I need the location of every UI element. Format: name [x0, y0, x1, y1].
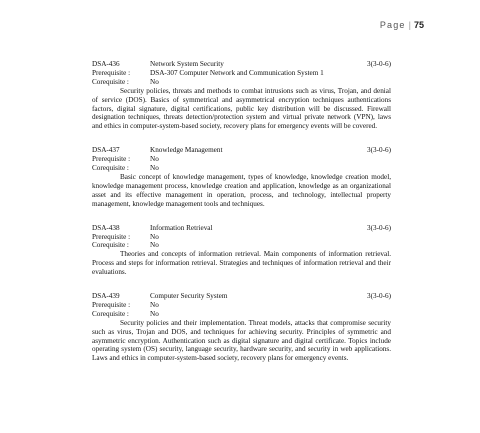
course-description: Theories and concepts of information retrieval. Main components of information retrieval. Process and steps for information retrieval. Strategies and techniques of information retrieval and their evaluations.	[92, 250, 391, 277]
prerequisite-row	[92, 69, 391, 78]
course-heading	[92, 146, 391, 155]
course-code: DSA-437	[92, 146, 120, 155]
course-title: Network System Security	[150, 60, 224, 68]
course-title: Information Retrieval	[150, 223, 213, 232]
course-dsa-439	[92, 292, 391, 363]
corequisite-label: Corequisite :	[92, 164, 129, 173]
course-description: Security policies and their implementation. Threat models, attacks that compromise security such as virus, Trojan and DOS, and techniques for achieving security. Principles of symmetric and asymmetric encryption. Authentication such as digital signature and digital certificate. Topics include operating system (OS) security, language security, hardware security, and security in web applications. Laws and ethics in computer-system-based society, recovery plans for emergency events.	[92, 318, 391, 363]
course-description: Security policies, threats and methods to combat intrusions such as virus, Trojan, and denial of service (DOS). Basics of symmetrical and asymmetrical encryption techniques authentications factors, digital signature, digital certifications, public key distribution will be discussed. Firewall designation techniques, threats detection/protection system and virtual private network (VPN), laws and ethics in computer-system-based society, recovery plans for emergency events will be covered.	[92, 86, 391, 131]
course-dsa-436	[92, 60, 391, 131]
page-separator: |	[408, 20, 411, 30]
corequisite-row	[92, 241, 391, 250]
course-list	[92, 60, 391, 378]
course-title: Computer Security System	[150, 292, 228, 301]
course-description: Basic concept of knowledge management, types of knowledge, knowledge creation model, knowledge management process, knowledge creation and application, knowledge as an organizational asset and its effective management in operation, process, and technology, intellectual property management, knowledge management tools and techniques.	[92, 172, 391, 208]
course-credits: 3(3-0-6)	[367, 292, 391, 301]
course-credits: 3(3-0-6)	[367, 60, 391, 68]
prerequisite-row	[92, 233, 391, 242]
corequisite-label: Corequisite :	[92, 77, 129, 86]
course-code: DSA-439	[92, 292, 120, 301]
corequisite-label: Corequisite :	[92, 309, 129, 318]
course-heading	[92, 292, 391, 301]
corequisite-value: No	[150, 164, 159, 173]
prerequisite-label: Prerequisite :	[92, 155, 131, 164]
prerequisite-row	[92, 301, 391, 310]
corequisite-value: No	[150, 309, 159, 318]
page-word: Page	[379, 20, 406, 30]
corequisite-label: Corequisite :	[92, 241, 129, 250]
corequisite-row	[92, 78, 391, 87]
page-header	[380, 20, 424, 30]
prerequisite-value: No	[150, 300, 159, 309]
prerequisite-label: Prerequisite :	[92, 300, 131, 309]
page-number: 75	[413, 20, 424, 30]
course-heading	[92, 224, 391, 233]
prerequisite-value: DSA-307 Computer Network and Communication System 1	[150, 68, 324, 77]
course-code: DSA-438	[92, 223, 120, 232]
corequisite-row	[92, 310, 391, 319]
course-heading	[92, 60, 391, 69]
prerequisite-value: No	[150, 155, 159, 164]
corequisite-value: No	[150, 77, 159, 86]
course-credits: 3(3-0-6)	[367, 223, 391, 232]
corequisite-row	[92, 164, 391, 173]
course-code: DSA-436	[92, 60, 120, 68]
course-credits: 3(3-0-6)	[367, 146, 391, 155]
prerequisite-value: No	[150, 232, 159, 241]
prerequisite-label: Prerequisite :	[92, 232, 131, 241]
course-dsa-438	[92, 224, 391, 277]
prerequisite-label: Prerequisite :	[92, 68, 131, 77]
prerequisite-row	[92, 155, 391, 164]
course-title: Knowledge Management	[150, 146, 223, 155]
course-dsa-437	[92, 146, 391, 208]
corequisite-value: No	[150, 241, 159, 250]
